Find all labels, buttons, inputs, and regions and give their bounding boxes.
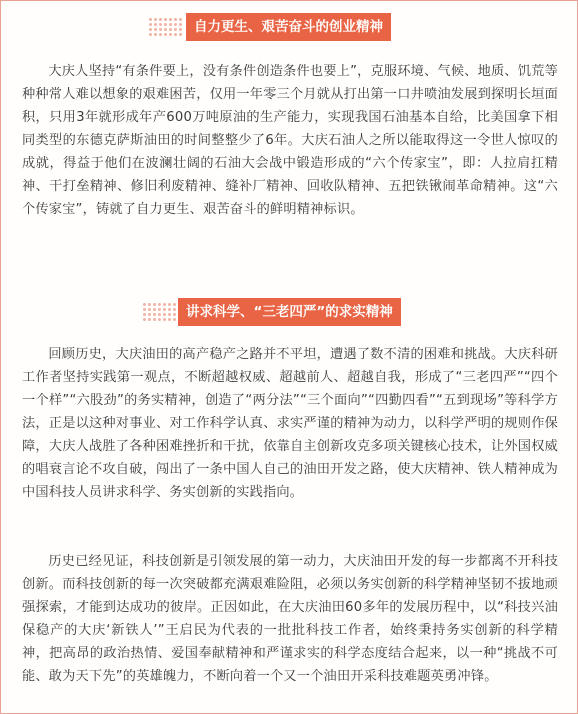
dot-pattern-decoration [142,302,178,322]
section-2-paragraph-2: 历史已经见证，科技创新是引领发展的第一动力，大庆油田开发的每一步都离不开科技创新。而科技创新的每一次突破都充满艰难险阻，必须以务实创新的科学精神坚韧不拔地顽强探索，才能到达成功的彼岸。正因如此，在大庆油田60多年的发展历程中，以“科技兴油保稳产的大庆‘新铁人’”王启民为代表的一批批科技工作者，始终秉持务实创新的科学精神，把高昂的政治热情、爱国奉献精神和严谨求实的科学态度结合起来，以一种“挑战不可能、敢为天下先”的英雄魄力，不断向着一个又一个油田开采科技难题英勇冲锋。 [22,554,558,684]
dot-pattern-decoration [148,17,184,37]
section-1-paragraph: 大庆人坚持“有条件要上，没有条件创造条件也要上”，克服环境、气候、地质、饥荒等种种常人难以想象的艰难困苦，仅用一年零三个月就从打出第一口井喷油发展到探明长垣面积，只用3年就形成年产600万吨原油的生产能力，实现我国石油基本自给，比美国拿下相同类型的东德克萨斯油田的时间整整少了6年。大庆石油人之所以能取得这一令世人惊叹的成就，得益于他们在波澜壮阔的石油大会战中锻造形成的“六个传家宝”，即：人拉肩扛精神、干打垒精神、修旧利废精神、缝补厂精神、回收队精神、五把铁锹闹革命精神。这“六个传家宝”，铸就了自力更生、艰苦奋斗的鲜明精神标识。 [22,64,558,217]
section-header-2 [0,298,578,326]
section-title: 自力更生、艰苦奋斗的创业精神 [186,13,391,41]
section-title: 讲求科学、“三老四严”的求实精神 [178,298,401,326]
section-2-paragraph-1: 回顾历史，大庆油田的高产稳产之路并不平坦，遭遇了数不清的困难和挑战。大庆科研工作者坚持实践第一观点，不断超越权威、超越前人、超越自我，形成了“三老四严”“四个一个样”“六股劲”的务实精神，创造了“两分法”“三个面向”“四勤四看”“五到现场”等科学方法，正是以这种对事业、对工作科学认真、求实严谨的精神为动力，以科学严明的规则作保障，大庆人战胜了各种困难挫折和干扰，依靠自主创新攻克多项关键核心技术，让外国权威的唱衰言论不攻自破，闯出了一条中国人自己的油田开发之路，使大庆精神、铁人精神成为中国科技人员讲求科学、务实创新的实践指向。 [22,347,558,500]
section-header-1 [0,13,578,41]
